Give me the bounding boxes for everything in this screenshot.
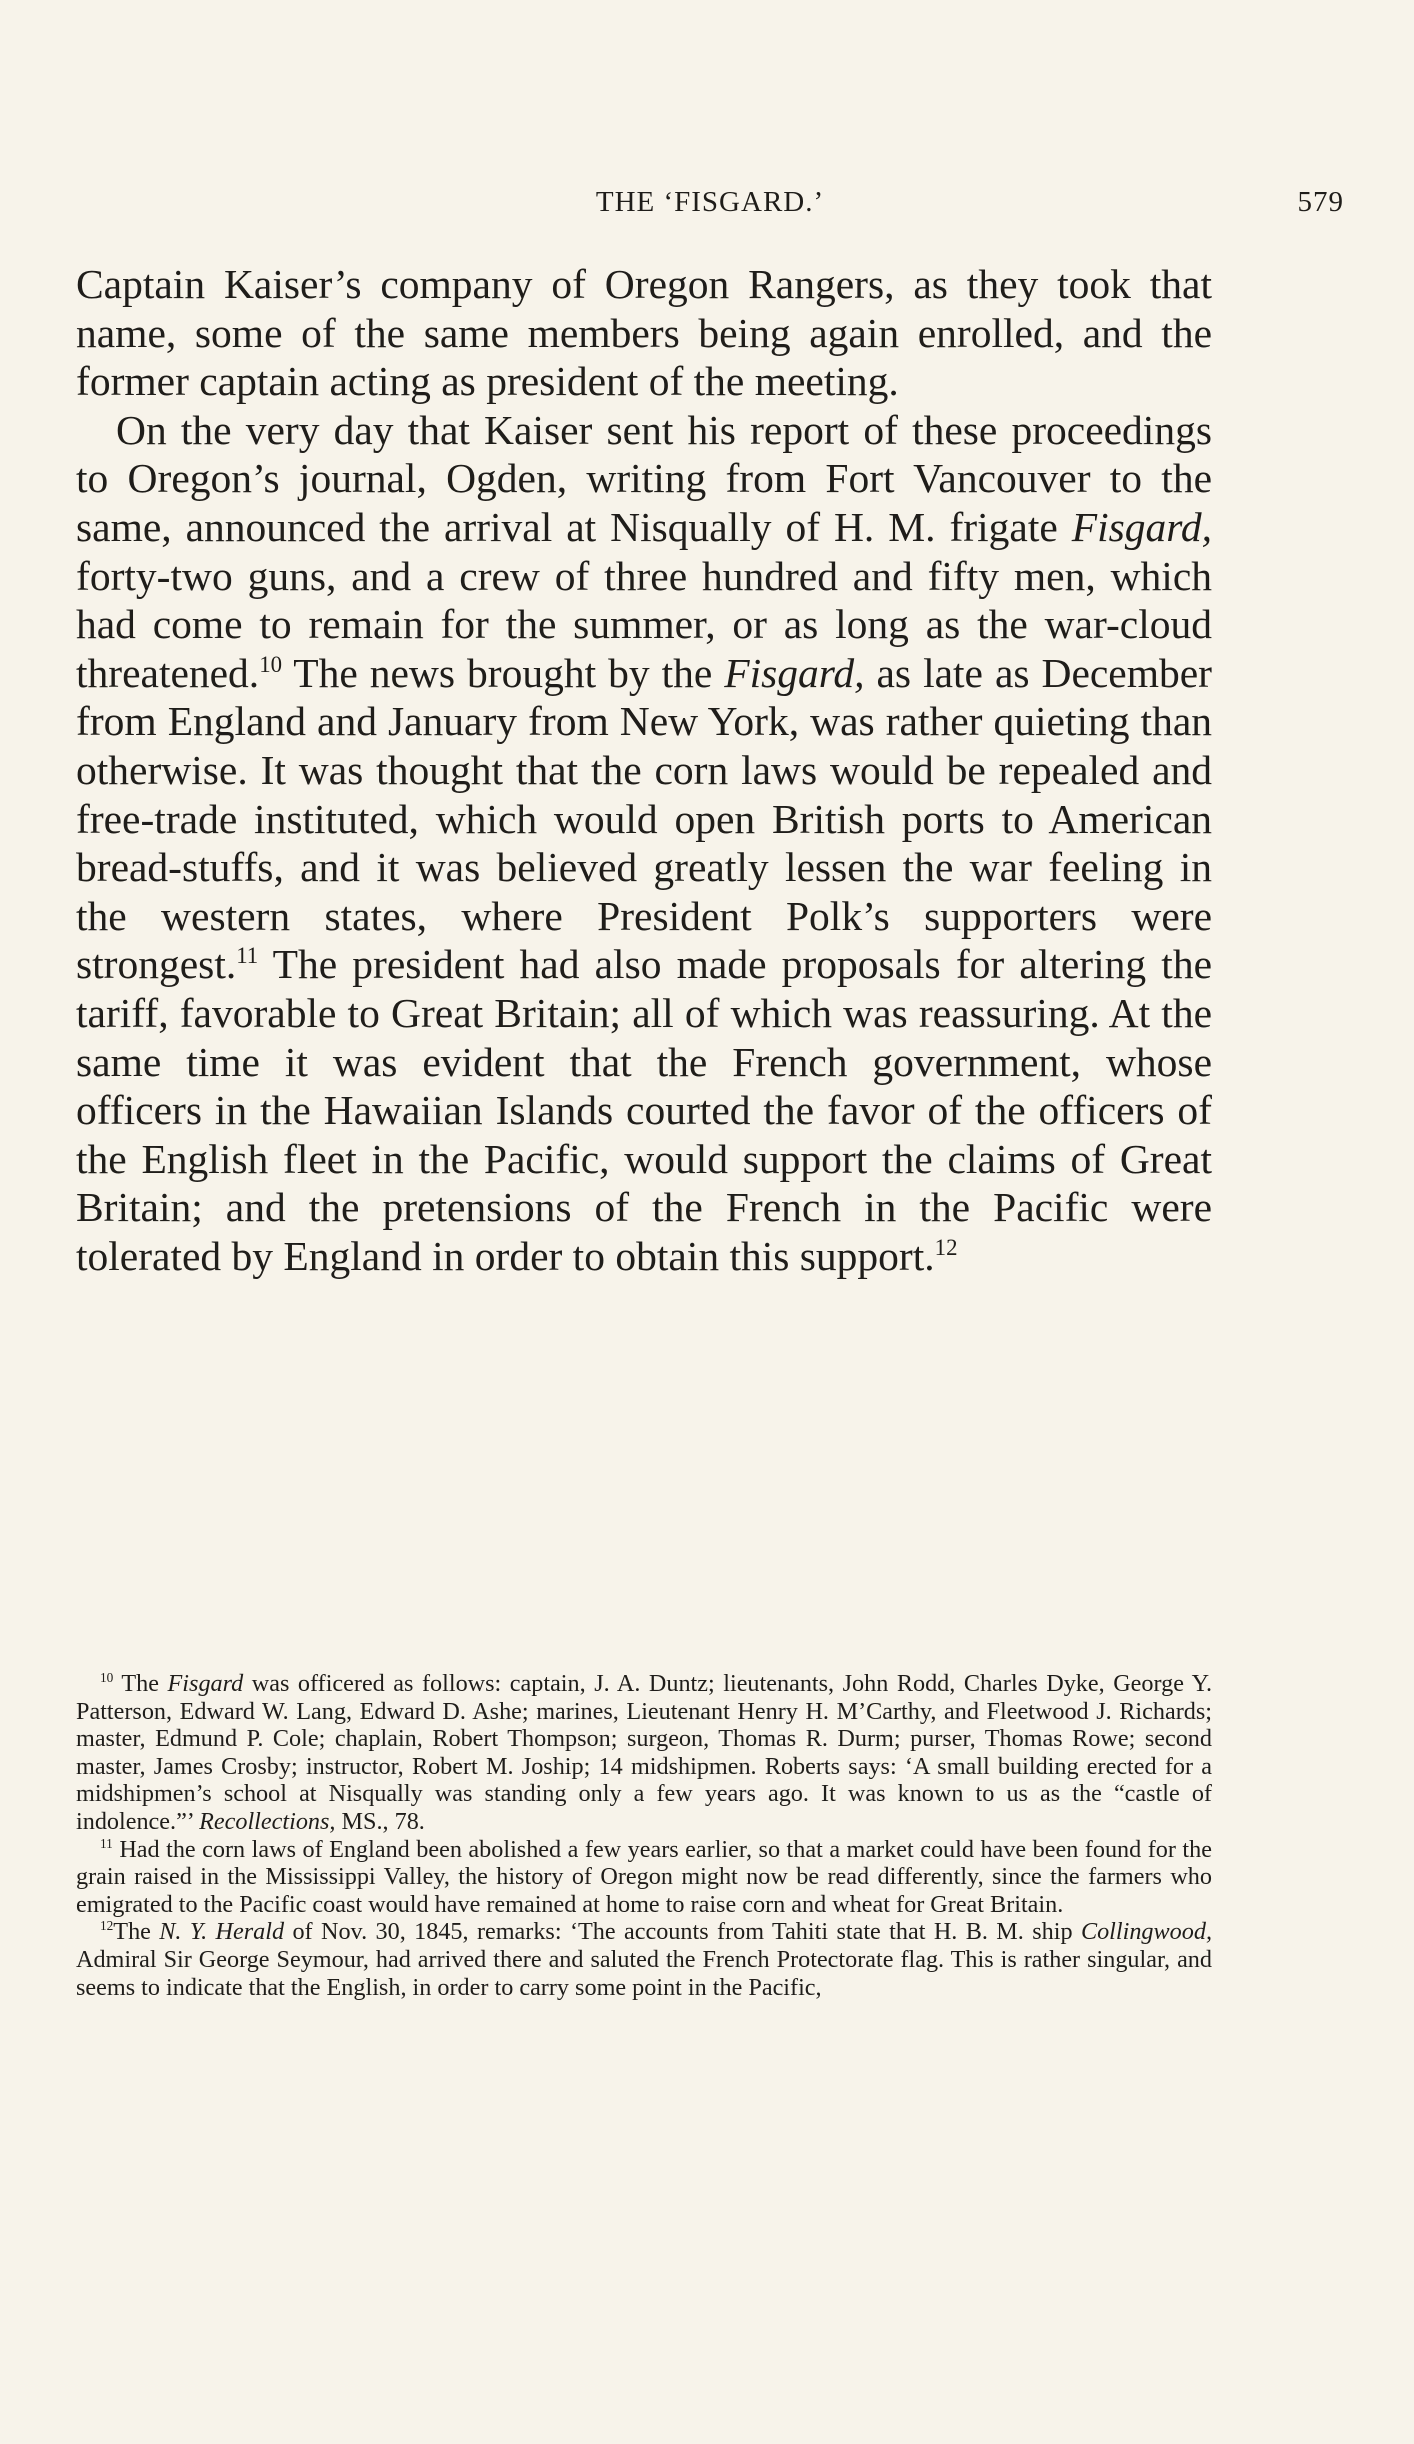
p2-text-2: forty-two guns, and a crew of three hundred and fifty men, which had come to remain for the summer, or as long as the war-cloud threatened. [76,552,1212,696]
p2-text-4: as late as December from England and January from New York, was rather quieting than otherwise. It was thought that the corn laws would be repealed and free-trade instituted, which would open British ports to American bread-stuffs, and it was believed greatly lessen the war feeling in the western states, where President Polk’s supporters were strongest. [76,649,1213,988]
ship-name: Fisgard, [724,649,865,696]
paragraph-2 [76,406,1212,1281]
main-text [76,260,1212,1280]
p2-text-5: The president had also made proposals for altering the tariff, favorable to Great Britain; all of which was reassuring. At the same time it was evident that the French government, whose officers in the Hawaiian Islands courted the favor of the officers of the English fleet in the Pacific, would support the claims of Great Britain; and the pretensions of the French in the Pacific were tolerated by England in order to obtain this support. [76,941,1212,1279]
footnote-number: 12 [100,1918,114,1934]
page-number: 579 [1297,186,1344,218]
footnote-text: of Nov. 30, 1845, remarks: ‘The accounts from Tahiti state that H. B. M. ship [284,1918,1081,1946]
footnote-number: 11 [100,1835,113,1851]
footnote-number: 10 [100,1669,114,1685]
newspaper-title: N. Y. Herald [159,1918,285,1946]
p2-text-3: The news brought by the [282,649,725,696]
footnote-text: The [113,1670,168,1697]
footnote-ref-11: 11 [236,943,259,969]
footnote-12 [76,1918,1212,2001]
footnote-11 [76,1836,1212,1919]
ship-name: Collingwood, [1080,1918,1212,1946]
running-head [76,186,1344,222]
paragraph-1: Captain Kaiser’s company of Oregon Rangers, as they took that name, some of the same members being again enrolled, and the former captain acting as president of the meeting. [76,261,1212,405]
footnote-ref-12: 12 [934,1235,958,1261]
p2-text-1: On the very day that Kaiser sent his report of these proceedings to Oregon’s journal, Ogden, writing from Fort Vancouver to the same, announced the arrival at Nisqually of H. M. frigate [76,406,1212,550]
footnote-text: MS., 78. [335,1807,425,1835]
footnote-ref-10: 10 [259,651,282,677]
ship-name: Fisgard [167,1670,244,1697]
footnote-text: Admiral Sir George Seymour, had arrived there and saluted the French Protectorate flag. This is rather singular, and seems to indicate that the English, in order to carry some point in the Pacific, [76,1945,1212,2001]
footnote-10 [76,1670,1212,1836]
footnote-text: The [113,1918,160,1946]
footnote-text: was officered as follows: captain, J. A. Duntz; lieutenants, John Rodd, Charles Dyke, George Y. Patterson, Edward W. Lang, Edward D. Ashe; marines, Lieutenant Henry H. M’Carthy, and Fleetwood J. Richards; master, Edmund P. Cole; chaplain, Robert Thompson; surgeon, Thomas R. Durm; purser, Thomas Rowe; second master, James Crosby; instructor, Robert M. Joship; 14 midshipmen. Roberts says: ‘A small building erected for a midshipmen’s school at Nisqually was standing only a few years ago. It was known to us as the “castle of indolence.”’ [76,1670,1212,1835]
footnote-text: Had the corn laws of England been abolished a few years earlier, so that a market could have been found for the grain raised in the Mississippi Valley, the history of Oregon might now be read differently, since the farmers who emigrated to the Pacific coast would have remained at home to raise corn and wheat for Great Britain. [76,1835,1212,1918]
footnotes [76,1670,1212,2001]
source-title: Recollections, [199,1807,336,1835]
chapter-title: THE ‘FISGARD.’ [595,186,825,218]
ship-name: Fisgard, [1071,503,1212,550]
